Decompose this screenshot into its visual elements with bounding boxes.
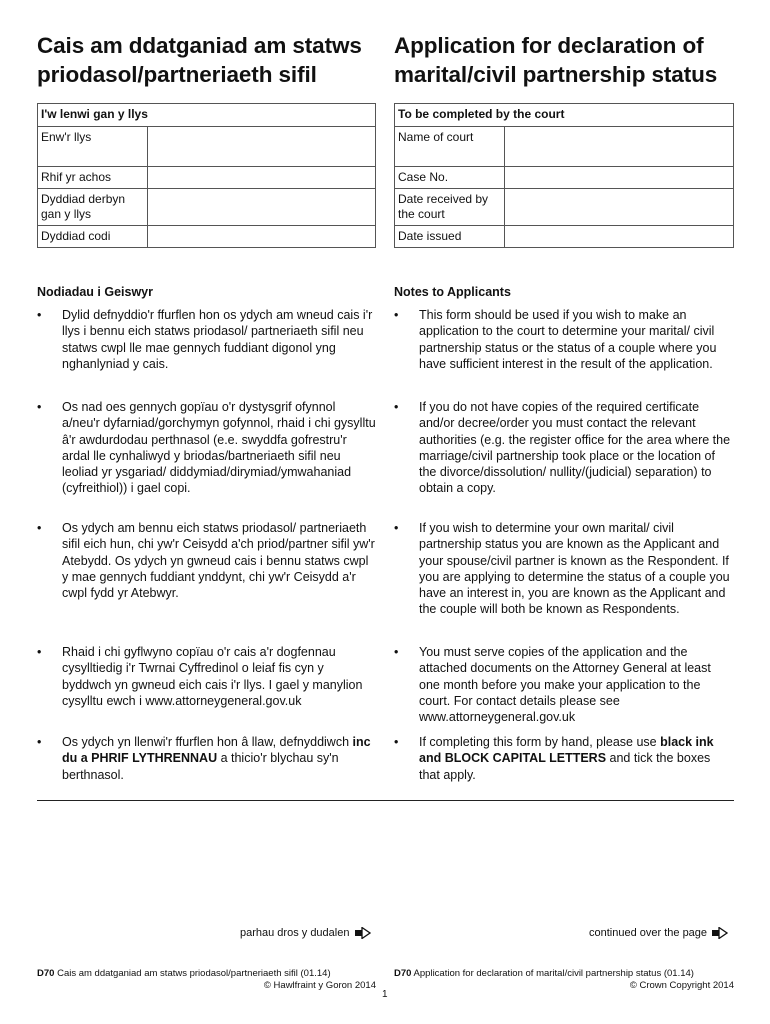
welsh-court-box <box>37 103 376 248</box>
welsh-note-3: • Os ydych am bennu eich statws priodasol/ partneriaeth sifil eich hun, chi yw'r Ceisydd a'ch priod/partner sifil yw'r Atebydd. Os ydych yn gwneud cais i bennu statws cwpl y mae gennych fuddiant ynddynt, chi yw'r Ceisydd a'r cwpl fydd yr Atebwyr. <box>37 521 375 601</box>
arrow-right-icon <box>355 927 371 939</box>
english-note-4: • You must serve copies of the application and the attached documents on the Attorney General at least one month before you make your application to the court. For contact details please see www.attorneygeneral.gov.uk <box>394 645 711 725</box>
court-name-field[interactable] <box>148 127 376 167</box>
case-number-field[interactable] <box>148 167 376 189</box>
date-issued-label: Date issued <box>395 226 505 248</box>
court-name-label: Enw'r llys <box>38 127 148 167</box>
section-divider <box>37 800 734 801</box>
arrow-right-icon <box>712 927 728 939</box>
english-note-2: • If you do not have copies of the required certificate and/or decree/order you must contact the relevant authorities (e.g. the register office for the area where the marriage/civil partnership took place or the location of the divorce/dissolution/ nullity/(judicial) separation) to obtain a copy. <box>394 400 731 496</box>
court-name-label: Name of court <box>395 127 505 167</box>
court-name-field[interactable] <box>505 127 734 167</box>
english-notes-heading: Notes to Applicants <box>394 285 511 299</box>
welsh-notes-heading: Nodiadau i Geiswyr <box>37 285 154 299</box>
english-court-box <box>394 103 734 248</box>
date-received-field[interactable] <box>148 189 376 226</box>
english-title: Application for declaration of marital/civil partnership status <box>394 33 718 87</box>
case-number-label: Case No. <box>395 167 505 189</box>
case-number-field[interactable] <box>505 167 734 189</box>
english-footer: D70 Application for declaration of marital/civil partnership status (01.14) © Crown Copyright 2014 <box>394 968 734 991</box>
court-box-header: I'w lenwi gan y llys <box>38 104 376 127</box>
english-note-5: • If completing this form by hand, please use black ink and BLOCK CAPITAL LETTERS and tick the boxes that apply. <box>394 735 714 782</box>
page-number: 1 <box>382 989 388 1000</box>
date-issued-label: Dyddiad codi <box>38 226 148 248</box>
english-continued: continued over the page <box>589 927 728 939</box>
case-number-label: Rhif yr achos <box>38 167 148 189</box>
date-received-label: Dyddiad derbyn gan y llys <box>38 189 148 226</box>
date-issued-field[interactable] <box>505 226 734 248</box>
date-received-label: Date received by the court <box>395 189 505 226</box>
welsh-footer: D70 Cais am ddatganiad am statws priodasol/partneriaeth sifil (01.14) © Hawlfraint y Goron 2014 <box>37 968 376 991</box>
welsh-note-2: • Os nad oes gennych gopïau o'r dystysgrif ofynnol a/neu'r dyfarniad/gorchymyn gofynnol, rhaid i chi gysylltu â'r awdurdodau perthnasol (e.e. swyddfa gofrestru'r ardal lle cynhaliwyd y briodas/bartneriaeth sifil neu leoliad yr ysgariad/ diddymiad/dirymiad/ymwahaniad (cyfreithiol)) i gael copi. <box>37 400 376 496</box>
welsh-title: Cais am ddatganiad am statws priodasol/partneriaeth sifil <box>37 33 362 87</box>
date-issued-field[interactable] <box>148 226 376 248</box>
welsh-note-5: • Os ydych yn llenwi'r ffurflen hon â llaw, defnyddiwch inc du a PHRIF LYTHRENNAU a thicio'r blychau sy'n berthnasol. <box>37 735 371 782</box>
welsh-continued: parhau dros y dudalen <box>240 927 371 939</box>
welsh-note-4: • Rhaid i chi gyflwyno copïau o'r cais a'r dogfennau cysylltiedig i'r Twrnai Cyffredinol o leiaf fis cyn y byddwch yn gwneud eich cais i'r llys. I gael y manylion cysylltu ewch i www.attorneygeneral.gov.uk <box>37 645 363 708</box>
court-box-header: To be completed by the court <box>395 104 734 127</box>
date-received-field[interactable] <box>505 189 734 226</box>
english-note-3: • If you wish to determine your own marital/ civil partnership status you are known as the Applicant and your spouse/civil partner is known as the Respondent. If you are applying to determine the status of a couple you have an interest in, you are known as the Applicant and the couple will both be known as Respondents. <box>394 521 730 617</box>
english-note-1: • This form should be used if you wish to make an application to the court to determine your marital/ civil partnership status or the status of a couple where you have sufficient interest in the result of the application. <box>394 308 717 371</box>
welsh-note-1: • Dylid defnyddio'r ffurflen hon os ydych am wneud cais i'r llys i bennu eich statws priodasol/ partneriaeth sifil neu statws cwpl lle mae gennych fuddiant digonol yng nghanlyniad y cais. <box>37 308 373 371</box>
